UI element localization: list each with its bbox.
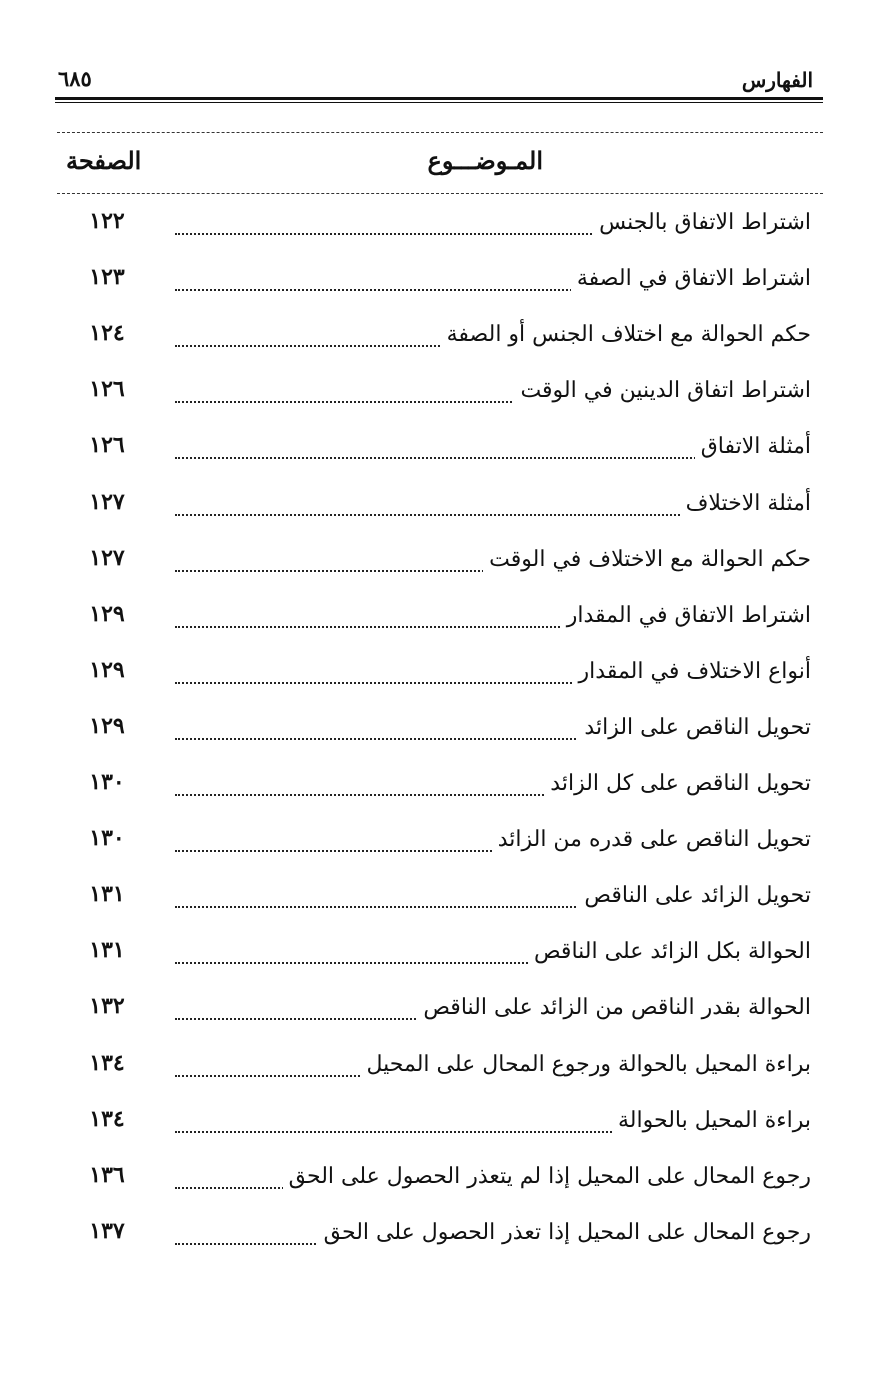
page-column-header: الصفحة — [66, 146, 142, 175]
index-entry — [0, 256, 873, 312]
index-entry — [0, 761, 873, 817]
entry-page-number: ١٢٧ — [89, 488, 125, 515]
entry-page-number: ١٣٦ — [89, 1161, 125, 1188]
running-title: الفهارس — [741, 68, 813, 92]
entry-title: أمثلة الاتفاق — [695, 434, 811, 459]
table-top-divider — [57, 132, 823, 133]
entry-page-number: ١٣٧ — [89, 1217, 125, 1244]
entry-page-number: ١٣٠ — [89, 769, 125, 795]
index-entry — [0, 1098, 873, 1154]
entry-title: تحويل الناقص على الزائد — [578, 715, 811, 740]
index-entry — [0, 1042, 873, 1098]
index-entry — [0, 649, 873, 705]
entry-page-number: ١٣٤ — [89, 1105, 125, 1132]
entry-title: اشتراط اتفاق الدينين في الوقت — [514, 378, 811, 403]
entry-page-number: ١٢٣ — [89, 264, 125, 291]
index-entry — [0, 593, 873, 649]
entry-title: اشتراط الاتفاق في الصفة — [571, 266, 811, 291]
entry-page-number: ١٢٦ — [89, 376, 125, 403]
page-number: ٦٨٥ — [58, 66, 92, 91]
entry-title: حكم الحوالة مع اختلاف الجنس أو الصفة — [441, 322, 811, 347]
entry-page-number: ١٢٩ — [89, 712, 125, 739]
header-rule-thin — [55, 102, 823, 103]
index-entry — [0, 1210, 873, 1266]
header-rule — [55, 97, 823, 100]
entry-title: الحوالة بكل الزائد على الناقص — [528, 939, 811, 964]
entry-title: حكم الحوالة مع الاختلاف في الوقت — [483, 547, 811, 572]
entry-page-number: ١٢٩ — [89, 656, 125, 683]
entry-title: اشتراط الاتفاق بالجنس — [593, 210, 811, 235]
entry-page-number: ١٣٤ — [89, 1049, 125, 1076]
entry-page-number: ١٣٠ — [89, 825, 125, 852]
entry-page-number: ١٢٢ — [89, 208, 125, 234]
index-entry — [0, 200, 873, 256]
index-entry — [0, 312, 873, 368]
entry-title: تحويل الزائد على الناقص — [578, 883, 811, 908]
index-entry — [0, 705, 873, 761]
index-entry — [0, 985, 873, 1041]
entry-title: أنواع الاختلاف في المقدار — [573, 659, 811, 684]
entry-title: اشتراط الاتفاق في المقدار — [561, 603, 811, 628]
entry-title: الحوالة بقدر الناقص من الزائد على الناقص — [417, 995, 811, 1020]
entry-page-number: ١٣١ — [89, 937, 125, 964]
index-entry — [0, 424, 873, 480]
entry-title: براءة المحيل بالحوالة ورجوع المحال على المحيل — [361, 1052, 812, 1077]
index-entry — [0, 368, 873, 424]
index-entry — [0, 929, 873, 985]
entry-title: أمثلة الاختلاف — [680, 491, 811, 516]
entry-page-number: ١٣١ — [89, 881, 125, 908]
index-entry — [0, 481, 873, 537]
entry-title: رجوع المحال على المحيل إذا لم يتعذر الحصول على الحق — [283, 1164, 811, 1189]
entry-title: تحويل الناقص على قدره من الزائد — [492, 827, 811, 852]
topic-column-header: المـوضـــوع — [427, 146, 543, 175]
index-entry — [0, 537, 873, 593]
entry-page-number: ١٣٢ — [89, 993, 125, 1020]
entry-title: براءة المحيل بالحوالة — [612, 1108, 811, 1133]
entry-page-number: ١٢٤ — [89, 320, 125, 347]
entry-title: رجوع المحال على المحيل إذا تعذر الحصول على الحق — [318, 1220, 811, 1245]
entry-page-number: ١٢٧ — [89, 544, 125, 571]
entry-title: تحويل الناقص على كل الزائد — [544, 771, 811, 796]
table-header-divider — [57, 193, 823, 194]
index-entry — [0, 817, 873, 873]
index-entry — [0, 1154, 873, 1210]
entry-page-number: ١٢٦ — [89, 432, 125, 459]
entry-page-number: ١٢٩ — [89, 600, 125, 627]
index-entry — [0, 873, 873, 929]
